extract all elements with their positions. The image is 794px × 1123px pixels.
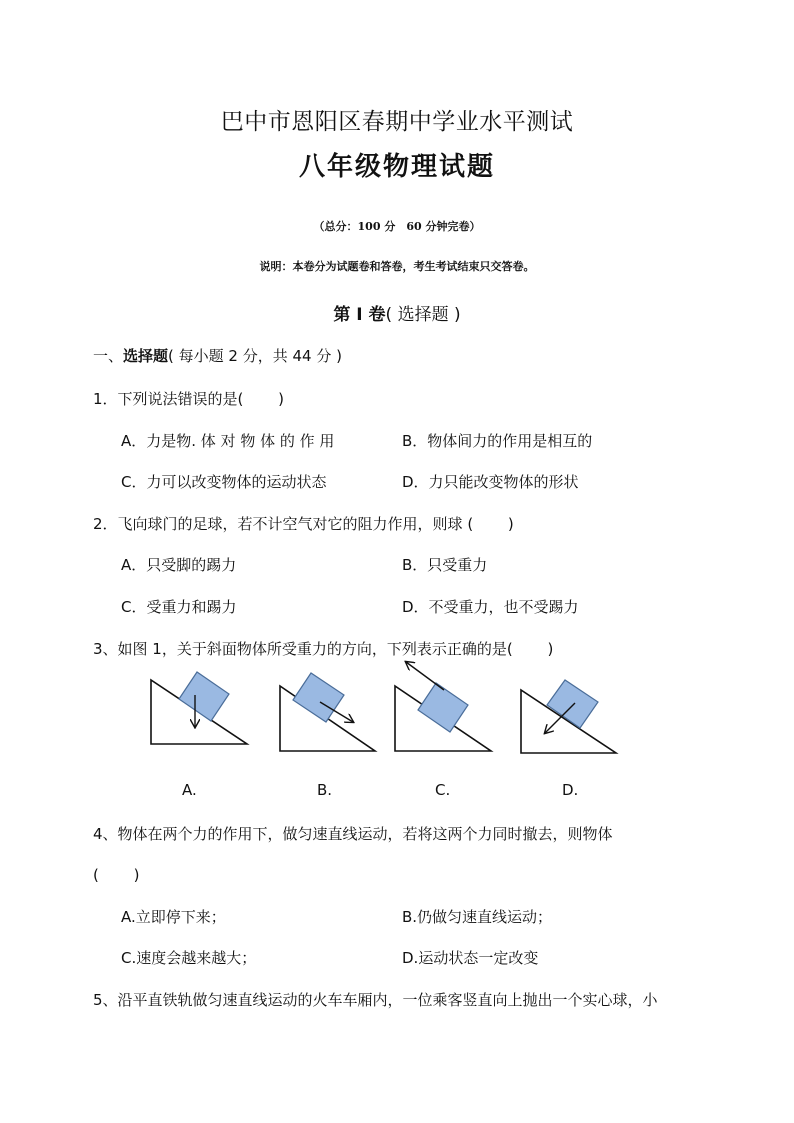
figure-label-c: C. bbox=[435, 781, 451, 799]
question-1-option-c: C．力可以改变物体的运动状态 bbox=[121, 473, 327, 491]
figure-c-incline bbox=[395, 662, 491, 751]
question-2-stem: 2．飞向球门的足球，若不计空气对它的阻力作用，则球 ( ) bbox=[93, 515, 514, 533]
figure-b-incline bbox=[280, 673, 375, 751]
question-2-option-b: B．只受重力 bbox=[402, 556, 488, 574]
question-4-option-c: C.速度会越来越大； bbox=[121, 949, 257, 967]
question-1-option-b: B．物体间力的作用是相互的 bbox=[402, 432, 593, 450]
question-5-stem: 5、沿平直铁轨做匀速直线运动的火车车厢内，一位乘客竖直向上抛出一个实心球，小 bbox=[93, 991, 658, 1009]
question-4-stem: 4、物体在两个力的作用下，做匀速直线运动，若将这两个力同时撤去，则物体 bbox=[93, 825, 613, 843]
volume-label: 第 Ⅰ 卷 bbox=[333, 305, 386, 325]
question-3-stem: 3、如图 1，关于斜面物体所受重力的方向，下列表示正确的是( ) bbox=[93, 640, 554, 658]
figure-label-b: B. bbox=[317, 781, 333, 799]
question-1-stem: 1．下列说法错误的是( ) bbox=[93, 390, 285, 408]
figure-a-block bbox=[179, 672, 229, 721]
question-4-stem-cont: ( ) bbox=[93, 866, 140, 884]
figure-c-block bbox=[418, 683, 468, 732]
figure-a-incline bbox=[151, 672, 247, 744]
exam-title: 八年级物理试题 bbox=[298, 152, 495, 182]
question-1-option-a: A．力是物. 体 对 物 体 的 作 用 bbox=[121, 432, 335, 450]
figure-d-block bbox=[547, 680, 598, 728]
question-2-option-a: A．只受脚的踢力 bbox=[121, 556, 237, 574]
score-line: （总分：100 分 60 分钟完卷） bbox=[313, 220, 481, 233]
question-4-option-b: B.仍做匀速直线运动； bbox=[402, 908, 553, 926]
question-2-option-d: D．不受重力，也不受踢力 bbox=[402, 598, 579, 616]
figure-label-a: A. bbox=[182, 781, 197, 799]
figure-d-incline bbox=[521, 680, 616, 753]
section-rule: ( 每小题 2 分，共 44 分 ) bbox=[168, 347, 342, 365]
question-2-option-c: C．受重力和踢力 bbox=[121, 598, 237, 616]
question-4-option-a: A.立即停下来； bbox=[121, 908, 226, 926]
section-number: 一、 bbox=[93, 347, 124, 365]
school-title: 巴中市恩阳区春期中学业水平测试 bbox=[220, 109, 574, 135]
figure-label-d: D. bbox=[562, 781, 579, 799]
figure-c-arrow bbox=[406, 662, 444, 690]
question-4-option-d: D.运动状态一定改变 bbox=[402, 949, 539, 967]
exam-note: 说明：本卷分为试题卷和答卷，考生考试结束只交答卷。 bbox=[259, 260, 535, 273]
volume-sub: ( 选择题 ) bbox=[385, 305, 461, 325]
question-1-option-d: D．力只能改变物体的形状 bbox=[402, 473, 579, 491]
figure-b-block bbox=[293, 673, 344, 722]
section-title: 选择题 bbox=[123, 347, 169, 365]
